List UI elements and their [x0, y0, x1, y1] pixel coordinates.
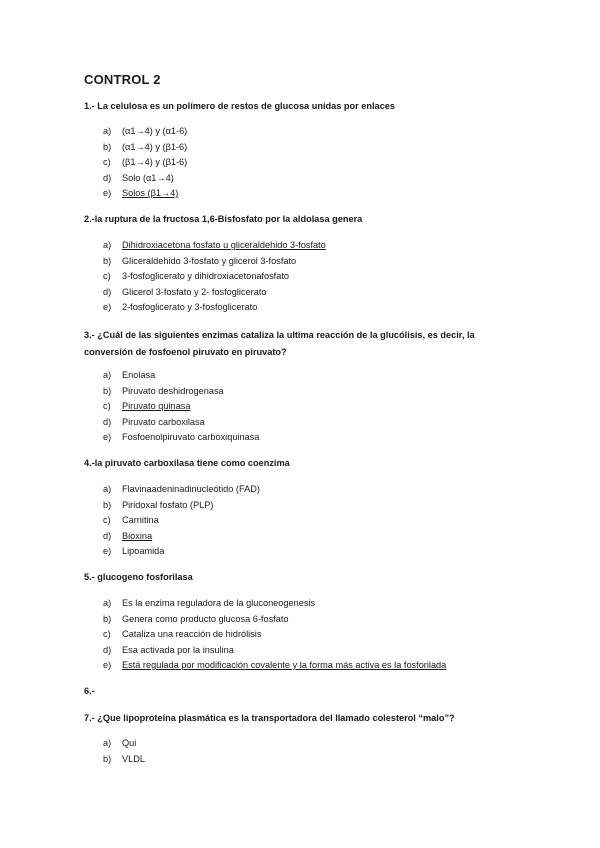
option-5b: b) Genera como producto glucosa 6-fosfato: [103, 613, 289, 624]
option-1a: a) (α1→4) y (α1-6): [103, 126, 188, 136]
question-2-options: [103, 238, 326, 316]
option-5c: c) Cataliza una reacción de hidrólisis: [103, 629, 262, 639]
option-5d: d) Esa activada por la insulina: [103, 644, 234, 655]
option-1b: b) (α1→4) y (β1-6): [103, 141, 188, 152]
option-7a: a) Qui: [103, 738, 137, 748]
option-5a: a) Es la enzima reguladora de la gluconeogenesis: [103, 598, 316, 608]
option-4c: c) Carnitina: [103, 515, 159, 525]
question-7-options: [103, 736, 145, 767]
option-3a: a) Enolasa: [103, 370, 156, 380]
option-3d: d) Piruvato carboxilasa: [103, 416, 205, 427]
question-3-options: [103, 368, 259, 446]
option-7b: b) VLDL: [103, 753, 145, 764]
option-1e: e) Solos (β1→4): [103, 188, 179, 198]
option-2c: c) 3-fosfoglicerato y dihidroxiacetonafosfato: [103, 271, 290, 281]
option-4d: d) Bioxina: [103, 530, 153, 541]
option-4b: b) Piridoxal fosfato (PLP): [103, 499, 214, 510]
option-2b: b) Gliceraldehido 3-fosfato y glicerol 3-fosfato: [103, 255, 297, 266]
question-5-options: [103, 596, 446, 674]
option-1c: c) (β1→4) y (β1-6): [103, 157, 188, 167]
option-3e: e) Fosfoenolpiruvato carboxiquinasa: [103, 432, 260, 442]
question-7: 7.- ¿Que lipoproteína plasmática es la transportadora del llamado colesterol “malo”?: [84, 713, 455, 723]
question-3: 3.- ¿Cuál de las siguientes enzimas cataliza la ultima reacción de la glucólisis, es decir, la conversión de fosfoenol piruvato en piruvato?: [84, 330, 475, 357]
question-1-options: [103, 124, 187, 202]
option-4e: e) Lipoamida: [103, 546, 165, 556]
option-5e: e) Está regulada por modificación covalente y la forma más activa es la fosforilada: [103, 660, 447, 670]
option-2a: a) Dihidroxiacetona fosfato u gliceraldehido 3-fosfato: [103, 240, 326, 250]
question-5: 5.- glucogeno fosforilasa: [84, 572, 193, 582]
question-1: 1.- La celulosa es un polímero de restos de glucosa unidas por enlaces: [84, 101, 395, 111]
option-1d: d) Solo (α1→4): [103, 172, 174, 183]
option-3c: c) Piruvato quinasa: [103, 401, 191, 411]
document-title: CONTROL 2: [84, 72, 161, 87]
option-2d: d) Glicerol 3-fosfato y 2- fosfoglicerato: [103, 286, 267, 297]
option-3b: b) Piruvato deshidrogenasa: [103, 385, 224, 396]
question-6: 6.-: [84, 686, 95, 696]
question-4: 4.-la piruvato carboxilasa tiene como coenzima: [84, 458, 290, 468]
question-4-options: [103, 482, 260, 560]
option-2e: e) 2-fosfoglicerato y 3-fosfoglicerato: [103, 302, 258, 312]
question-2: 2.-la ruptura de la fructosa 1,6-Bisfosfato por la aldolasa genera: [84, 214, 363, 224]
option-4a: a) Flavinaadeninadinucleótido (FAD): [103, 484, 260, 494]
